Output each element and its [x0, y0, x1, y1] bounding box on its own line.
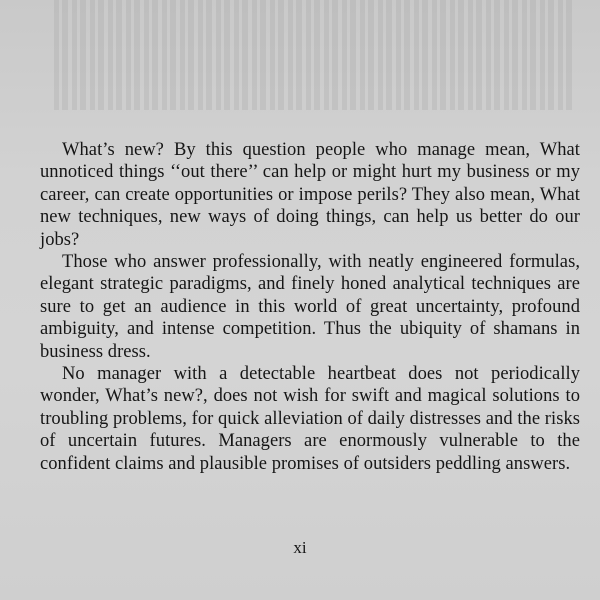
page-number: xi	[293, 538, 307, 557]
paragraph-2: Those who answer professionally, with neatly engineered formulas, elegant strategic paradigms, and finely honed analytical techniques are sure to get an audience in this world of great uncertainty, profound ambiguity, and intense competition. Thus the ubiquity of shamans in business dress.	[40, 252, 580, 362]
paragraph-3: No manager with a detectable heartbeat does not periodically wonder, What’s new?, does not wish for swift and magical solutions to troubling problems, for quick alleviation of daily distresses and the risks of uncertain futures. Managers are enormously vulnerable to the confident claims and plausible promises of outsiders peddling answers.	[40, 364, 580, 474]
paragraph-1: What’s new? By this question people who manage mean, What unnoticed things ‘‘out there’’ can help or might hurt my business or my career, can create opportunities or impose perils? They also mean, What new techniques, new ways of doing things, can help us better do our jobs?	[40, 140, 580, 250]
show-through-text	[52, 0, 572, 130]
body-text	[40, 139, 580, 475]
